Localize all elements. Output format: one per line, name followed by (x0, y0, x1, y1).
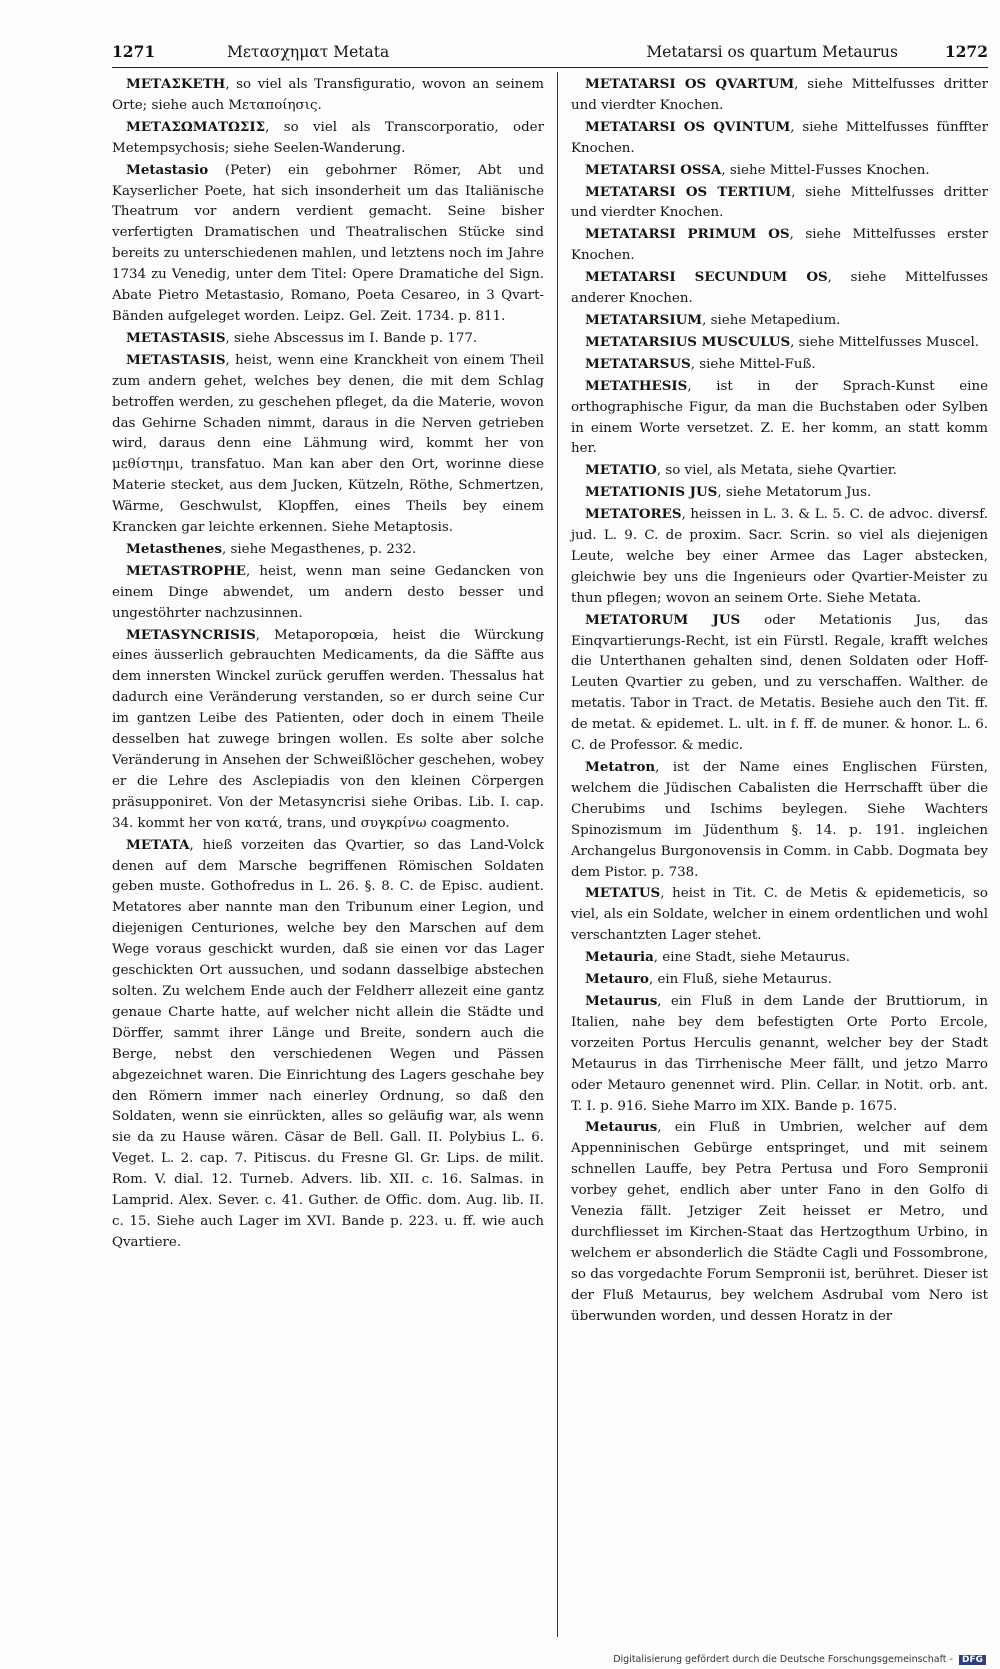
entry-lemma: METATARSI OS TERTIUM (585, 183, 792, 200)
entry-text: , eine Stadt, siehe Metaurus. (653, 950, 850, 966)
dictionary-entry (571, 969, 988, 991)
entry-lemma: METATARSI OS QVARTUM (585, 76, 795, 92)
entry-lemma: METATARSI OS QVINTUM (585, 118, 791, 135)
dictionary-entry (571, 332, 988, 354)
entry-text: , siehe Mittelfusses dritter und vierdter Knochen. (571, 184, 988, 221)
dictionary-entry (571, 947, 988, 969)
entry-lemma: METATARSUS (585, 355, 691, 372)
entry-lemma: METATARSI OSSA (585, 161, 722, 178)
entry-lemma: Metauria (585, 949, 654, 966)
dictionary-entry (571, 224, 988, 267)
dictionary-entry (112, 539, 544, 561)
entry-lemma: ΜΕΤΑΣΚΕΤΗ (126, 76, 226, 92)
entry-lemma: METATARSI PRIMUM OS (585, 226, 790, 243)
entry-lemma: METATORES (585, 506, 682, 523)
entry-text: , siehe Mittelfusses Muscel. (790, 334, 980, 350)
dictionary-entry (571, 460, 988, 482)
running-header (112, 38, 988, 66)
dictionary-entry (571, 182, 988, 225)
entry-lemma: METATIO (585, 462, 657, 479)
entry-lemma: Metaurus (585, 1119, 658, 1136)
dictionary-entry (112, 835, 544, 1254)
left-column (112, 74, 544, 1254)
entry-text: , ist in der Sprach-Kunst eine orthographische Figur, da man die Buchstaben oder Sylben in einem Worte versetzet. Z. E. her komm, an statt komm her. (571, 378, 988, 457)
entry-text: , ein Fluß, siehe Metaurus. (648, 972, 832, 988)
entry-text: , Metaporopœia, heist die Würckung eines äusserlich gebrauchten Medicaments, da die Säffte aus dem innersten Winckel zurück geruffen werden. Thessalus hat dadurch eine Veränderung verstanden, so er durch seine Cur im gantzen Leibe des Patienten, oder doch in einem Theile desselben hat zuwege bringen wollen. Es solte aber solche Veränderung in Ansehen der Schweißlöcher geschehen, wobey er die Lehre des Asclepiadis von den kleinen Cörpergen präsupponiret. Von der Metasyncrisi siehe Oribas. Lib. I. cap. 34. kommt her von κατά, trans, und συγκρίνω coagmento. (112, 627, 544, 831)
header-rule (112, 67, 988, 68)
entry-text: , heissen in L. 3. & L. 5. C. de advoc. diversf. jud. L. 9. C. de proxim. Sacr. Scrin. so viel als diejenigen Leute, welche bey einer Armee das Lager abstecken, gleichwie bey uns die Ingenieurs oder Qvartier-Meister zu thun pflegen; wovon an seinem Orte. Siehe Metata. (571, 507, 988, 606)
entry-lemma: METATHESIS (585, 377, 688, 394)
entry-text: , ein Fluß in dem Lande der Bruttiorum, in Italien, nahe bey dem befestigten Orte Porto Ercole, vorzeiten Portus Herculis genannt, welcher bey der Stadt Metaurus in das Tirrhenische Meer fällt, und jetzo Marro oder Metauro genennet wird. Plin. Cellar. in Notit. orb. ant. T. I. p. 916. Siehe Marro im XIX. Bande p. 1675. (571, 993, 988, 1114)
entry-lemma: METATUS (585, 885, 661, 902)
entry-lemma: METATARSIUS MUSCULUS (585, 333, 791, 350)
entry-text: , siehe Mittelfusses erster Knochen. (571, 227, 988, 264)
dictionary-entry (112, 625, 544, 835)
entry-text: , siehe Mittel-Fusses Knochen. (721, 162, 930, 178)
dictionary-entry (571, 883, 988, 947)
dfg-logo: DFG (959, 1655, 986, 1665)
dictionary-entry (112, 74, 544, 117)
running-head-right: Metatarsi os quartum Metaurus (646, 43, 898, 61)
entry-lemma: METATORUM JUS (585, 611, 741, 628)
dictionary-entry (571, 117, 988, 160)
entry-lemma: Metatron (585, 759, 656, 775)
entry-text: , so viel als Transfiguratio, wovon an seinem Orte; siehe auch Μεταποίησις. (112, 77, 544, 113)
credit-text: Digitalisierung gefördert durch die Deutsche Forschungsgemeinschaft - (613, 1654, 953, 1665)
column-divider (557, 72, 558, 1637)
dictionary-entry (571, 757, 988, 883)
dictionary-entry (571, 160, 988, 182)
entry-text: , ein Fluß in Umbrien, welcher auf dem Appenninischen Gebürge entspringet, und mit seinem schnellen Lauffe, bey Petra Pertusa und Foro Sempronii vorbey gehet, endlich aber unter Fano in den Golfo di Venezia fällt. Jetziger Zeit heisset er Metro, und durchfliesset im Kirchen-Staat das Hertzogthum Urbino, in welchem er absonderlich die Städte Cagli und Fossombrone, so das vorgedachte Forum Sempronii ist, berühret. Dieser ist der Fluß Metaurus, bey welchem Asdrubal vom Nero ist überwunden worden, und dessen Horatz in der (571, 1120, 988, 1324)
dictionary-entry (571, 354, 988, 376)
entry-text: , siehe Mittelfusses anderer Knochen. (571, 270, 988, 307)
dictionary-entry (112, 328, 544, 350)
dictionary-entry (571, 310, 988, 332)
entry-lemma: METASTASIS (126, 329, 226, 346)
entry-lemma: METASYNCRISIS (126, 626, 256, 643)
entry-text: , heist, wenn eine Kranckheit von einem Theil zum andern gehet, welches bey denen, die mit dem Schlag betroffen werden, zu geschehen pfleget, da die Materie, wovon das Gehirne Schaden nimmt, daraus in die Nerven getrieben wird, daraus denn eine Lähmung wird, kommt her von μεθίστημι, transfatuo. Man kan aber den Ort, worinne diese Materie stecket, aus dem Jucken, Kützeln, Röthe, Schmertzen, Wärme, Geschwulst, Klopffen, eines Theils bey einem Krancken gar leichte erkennen. Siehe Metaptosis. (112, 352, 544, 536)
dictionary-entry (571, 991, 988, 1117)
dictionary-entry (571, 74, 988, 117)
dictionary-entry (571, 1117, 988, 1327)
dictionary-entry (571, 267, 988, 310)
dictionary-entry (571, 376, 988, 461)
digitization-credit (613, 1654, 986, 1665)
dictionary-entry (112, 160, 544, 328)
entry-lemma: METATIONIS JUS (585, 484, 718, 501)
dictionary-entry (571, 504, 988, 610)
page-number-right: 1272 (944, 42, 988, 61)
entry-lemma: METASTASIS (126, 351, 226, 368)
entry-text: , siehe Megasthenes, p. 232. (221, 541, 417, 557)
entry-lemma: METASTROPHE (126, 562, 247, 579)
entry-lemma: Metastasio (126, 161, 209, 178)
entry-text: , siehe Mittelfusses dritter und vierdter Knochen. (571, 77, 988, 113)
entry-lemma: Metasthenes (126, 540, 222, 557)
entry-text: oder Metationis Jus, das Einqvartierungs-Recht, ist ein Fürstl. Regale, krafft welches die Unterthanen gehalten sind, denen Soldaten oder Hoff-Leuten Qvartier zu geben, und zu verschaffen. Walther. de metatis. Tabor in Tract. de Metatis. Besiehe auch den Tit. ff. de metat. & epidemet. L. ult. in f. ff. de muner. & honor. L. 6. C. de Professor. & medic. (571, 612, 988, 754)
dictionary-entry (112, 561, 544, 625)
entry-lemma: Metaurus (585, 992, 658, 1009)
entry-text: , siehe Metapedium. (702, 312, 841, 328)
entry-lemma: ΜΕΤΑΣΩΜΑΤΩΣΙΣ (126, 118, 266, 135)
right-column (571, 74, 988, 1327)
entry-lemma: METATARSI SECUNDUM OS (585, 269, 828, 286)
entry-text: , hieß vorzeiten das Qvartier, so das Land-Volck denen auf dem Marsche begriffenen Römischen Soldaten geben muste. Gothofredus in L. 26. §. 8. C. de Episc. audient. Metatores aber nannte man den Tribunum einer Legion, und diejenigen Centuriones, welche bey den Marschen auf dem Wege voraus geschickt wurden, daß sie einen vor das Lager geschickten Ort aussuchen, und sodann dasselbige abstechen solten. Zu welchem Ende auch der Feldherr allezeit eine gantz genaue Charte hatte, auf welcher nicht allein die Städte und Dörffer, sammt ihrer Länge und Breite, sondern auch die Berge, nebst den verschiedenen Wegen und Pässen abgezeichnet waren. Die Einrichtung des Lagers geschahe bey den Römern immer nach einerley Ordnung, so daß den Soldaten, wenn sie einrückten, alles so geläufig war, als wenn sie da zu Hause wären. Cäsar de Bell. Gall. II. Polybius L. 6. Veget. L. 2. cap. 7. Pitiscus. du Fresne Gl. Gr. Lips. de milit. Rom. V. dial. 12. Turneb. Advers. lib. XII. c. 16. Salmas. in Lamprid. Alex. Sever. c. 41. Guther. de Offic. dom. Aug. lib. II. c. 15. Siehe auch Lager im XVI. Bande p. 223. u. ff. wie auch Qvartiere. (112, 837, 544, 1250)
entry-text: , heist in Tit. C. de Metis & epidemeticis, so viel, als ein Soldate, welcher in einem ordentlichen und wohl verschantzten Lager stehet. (571, 886, 988, 944)
page-number-left: 1271 (112, 42, 156, 61)
dictionary-entry (112, 117, 544, 160)
entry-text: , so viel, als Metata, siehe Qvartier. (656, 463, 897, 479)
entry-text: , so viel als Transcorporatio, oder Metempsychosis; siehe Seelen-Wanderung. (112, 119, 544, 156)
entry-text: , siehe Mittelfusses fünffter Knochen. (571, 119, 988, 156)
running-head-left: Μετασχηματ Metata (227, 43, 390, 61)
entry-text: (Peter) ein gebohrner Römer, Abt und Kayserlicher Poete, hat sich insonderheit um das Italiänische Theatrum vor andern verdient gemacht. Seine bisher verfertigten Dramatischen und Theatralischen Stücke sind bereits zu unterschiedenen mahlen, und letztens noch im Jahre 1734 zu Venedig, unter dem Titel: Opere Dramatiche del Sign. Abate Pietro Metastasio, Romano, Poeta Cesareo, in 3 Qvart-Bänden aufgeleget worden. Leipz. Gel. Zeit. 1734. p. 811. (112, 162, 544, 324)
entry-text: , ist der Name eines Englischen Fürsten, welchem die Jüdischen Cabalisten die Herrschafft über die Cherubims und Ischims beylegen. Siehe Wachters Spinozismum im Jüdenthum §. 14. p. 191. ingleichen Archangelus Burgonovensis in Comm. in Cabb. Dogmata bey dem Pistor. p. 738. (571, 760, 988, 880)
entry-lemma: Metauro (585, 971, 649, 988)
entry-lemma: METATARSIUM (585, 311, 703, 328)
dictionary-entry (571, 610, 988, 757)
entry-text: , siehe Metatorum Jus. (717, 485, 872, 501)
entry-text: , siehe Abscessus im I. Bande p. 177. (225, 330, 478, 346)
entry-text: , siehe Mittel-Fuß. (690, 356, 816, 372)
entry-lemma: METATA (126, 836, 190, 853)
entry-text: , heist, wenn man seine Gedancken von einem Dinge abwendet, um andern desto besser und ungestöhrter nachzusinnen. (112, 563, 544, 621)
dictionary-entry (571, 482, 988, 504)
dictionary-entry (112, 350, 544, 539)
